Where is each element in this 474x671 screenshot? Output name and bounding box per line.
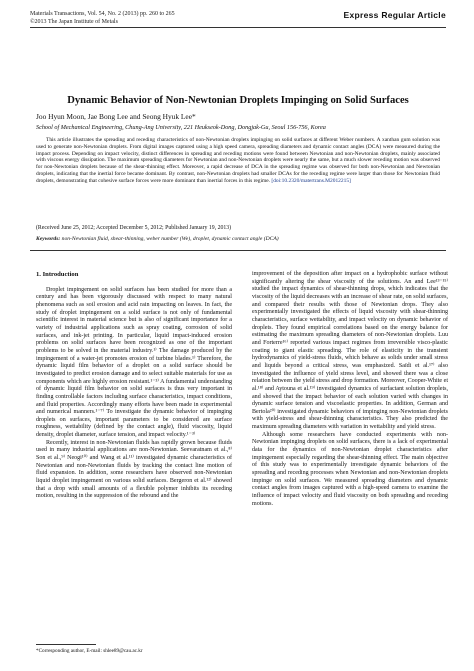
keywords-list: non-Newtonian fluid, shear-thinning, weber number (We), droplet, dynamic contact angle (DCA) <box>61 236 279 242</box>
footnote: *Corresponding author, E-mail: shlee89@cau.ac.kr <box>36 648 143 654</box>
authors: Joo Hyun Moon, Jae Bong Lee and Seong Hyuk Lee* <box>36 112 196 121</box>
paper-title: Dynamic Behavior of Non-Newtonian Droplets Impinging on Solid Surfaces <box>67 95 409 106</box>
section-heading: 1. Introduction <box>36 271 79 278</box>
header-rule <box>30 27 446 28</box>
abstract-text: This article illustrates the spreading and receding characteristics of non-Newtonian droplets impinging on solid surfaces at different Weber numbers. A xanthan gum solution was used to generate non-Newtonian droplets. From digital images captured using a high speed camera, spreading diameters and dynamic contact angles (DCA) were measured during the impact process. Depending on impact velocity, distinct differences in spreading and receding motions were found between Newtonian and non-Newtonian droplets, mainly associated with viscous energy dissipation. The maximum spreading diameters for Newtonian and non-Newtonian droplets were nearly the same, but a much slower receding motion was observed for non-Newtonian droplets because of the shear-thinning effect. Moreover, a rapid decrease of DCA in the spreading regime was observed for both non-Newtonian and Newtonian droplets, indicating that the inertial force became dominant. By contrast, non-Newtonian droplets had smaller DCAs for the receding regime were larger than those for Newtonian fluid droplets, demonstrating that cohesive surface forces were more dominant than inertial forces in this regime. <box>36 137 440 184</box>
abstract <box>36 137 440 185</box>
footnote-rule <box>36 644 96 645</box>
paragraph: Droplet impingement on solid surfaces has been studied for more than a century and has been vigorously discussed with respect to many natural phenomena such as soil erosion and acid rain impacting on leaves. In fact, the study of droplet impingement on a solid surface is not only of fundamental scientific interest in material science but is also of significant importance for a variety of industrial applications such as spray coating, corrosion of solid surfaces, and ink-jet printing. In particular, liquid impact-induced erosion problems on solid surfaces have been recognized as one of the important problems to be solved in the material industry.¹⁾ The damage produced by the impingement of a water-jet promotes erosion of turbine blades.¹⁾ Therefore, the dynamic liquid film behavior of a droplet on a solid surface should be investigated to predict erosion damage and to select suitable materials for use as components which are highly erosion resistant.¹⁻³⁾ A fundamental understanding of dynamic liquid film behavior on solid surfaces is thus very important in finding controllable factors including surface characteristics, impact conditions, and fluid properties. Accordingly many efforts have been made in experimental and numerical manners.¹⁻⁷⁾ To investigate the dynamic behavior of impinging droplets on surfaces, important parameters to be considered are surface roughness, wettability (defined by the contact angle), fluid viscosity, liquid density, droplet diameter, surface tension, and impact velocity.¹⁻³⁾ <box>36 286 232 439</box>
keywords <box>36 236 279 242</box>
journal-info <box>30 11 175 26</box>
journal-citation: Materials Transactions, Vol. 54, No. 2 (2013) pp. 260 to 265 <box>30 11 175 17</box>
keywords-rule <box>30 250 446 251</box>
doi-link[interactable]: [doi:10.2320/matertrans.M2012215] <box>271 177 351 184</box>
received-dates: (Received June 25, 2012; Accepted December 5, 2012; Published January 19, 2013) <box>36 225 232 231</box>
paragraph: Recently, interest in non-Newtonian fluids has rapidly grown because fluids used in many industrial applications are non-Newtonian. Seevaratnam et al.,⁸⁾ Son et al.,⁹⁾ Neogi¹⁰⁾ and Wang et al.¹¹⁾ investigated dynamic characteristics of Newtonian and non-Newtonian fluids by tracking the contact line motion of fluid expansion. In addition, some researchers have observed non-Newtonian liquid droplet impingement on various solid surfaces. Bergeron et al.¹²⁾ showed that a drop with small amounts of a flexible polymer inhibits its receding motion, resulting in the suppression of the rebound and the <box>36 439 232 500</box>
keywords-label: Keywords: <box>36 236 61 242</box>
paragraph: improvement of the deposition after impact on a hydrophobic surface without significantly altering the shear viscosity of the solutions. An and Lee¹³⁻¹⁵⁾ studied the impact dynamics of shear-thinning drops, which indicates that the viscosity of the liquid decreases with an increase of shear rate, on solid surfaces, and compared their results with those of Newtonian drops. They also experimentally investigated the effects of liquid viscosity with shear-thinning characteristics, surface wettability, and impact velocity on dynamic behavior of droplets. They found empirical correlations based on the energy balance for estimating the maximum spreading diameters of non-Newtonian droplets. Luu and Forterre¹⁶⁾ reported various impact regimes from irreversible visco-plastic coating to giant elastic spreading. The role of elasticity in the transient hydrodynamics of yield-stress fluids, which behave as solids under small stress and liquids beyond a critical stress, was emphasized. Saïdi et al.¹⁷⁾ also investigated the influence of yield stress level, and showed there was a close relation between the yield stress and drop formation. Moreover, Cooper-White et al.¹⁸⁾ and Aytouna et al.¹⁹⁾ investigated dynamics of surfactant solution droplets, and showed that the impact behavior of each solution varied with changes in dynamic surface tension and viscoelastic properties. In addition, German and Bertola²⁰⁾ investigated dynamic behaviors of impinging non-Newtonian droplets with yield-stress and shear-thinning characteristics. They also predicted the maximum spreading diameters with variation in wettability and yield stress. <box>252 271 448 431</box>
left-column <box>36 271 232 501</box>
article-type-badge: Express Regular Article <box>343 10 446 20</box>
affiliation: School of Mechanical Engineering, Chung-Ang University, 221 Heukseok-Dong, Dongjak-Gu, Seoul 156-756, Korea <box>36 124 326 131</box>
paragraph: Although some researchers have conducted experiments with non-Newtonian impinging droplets on solid surfaces, there is a lack of experimental data for the dynamics of non-Newtonian droplet characteristics after impingement especially regarding the shear-thinning effect. The main objective of this study was to experimentally investigate dynamic behaviors of the spreading and receding processes when Newtonian and non-Newtonian droplets impinge on solid surfaces. We measured spreading diameters and dynamic contact angles from images captured with a high-speed camera to examine the influence of impact velocity and fluid viscosity on both spreading and receding motions. <box>252 431 448 507</box>
right-column <box>252 271 448 508</box>
copyright: ©2013 The Japan Institute of Metals <box>30 18 118 25</box>
